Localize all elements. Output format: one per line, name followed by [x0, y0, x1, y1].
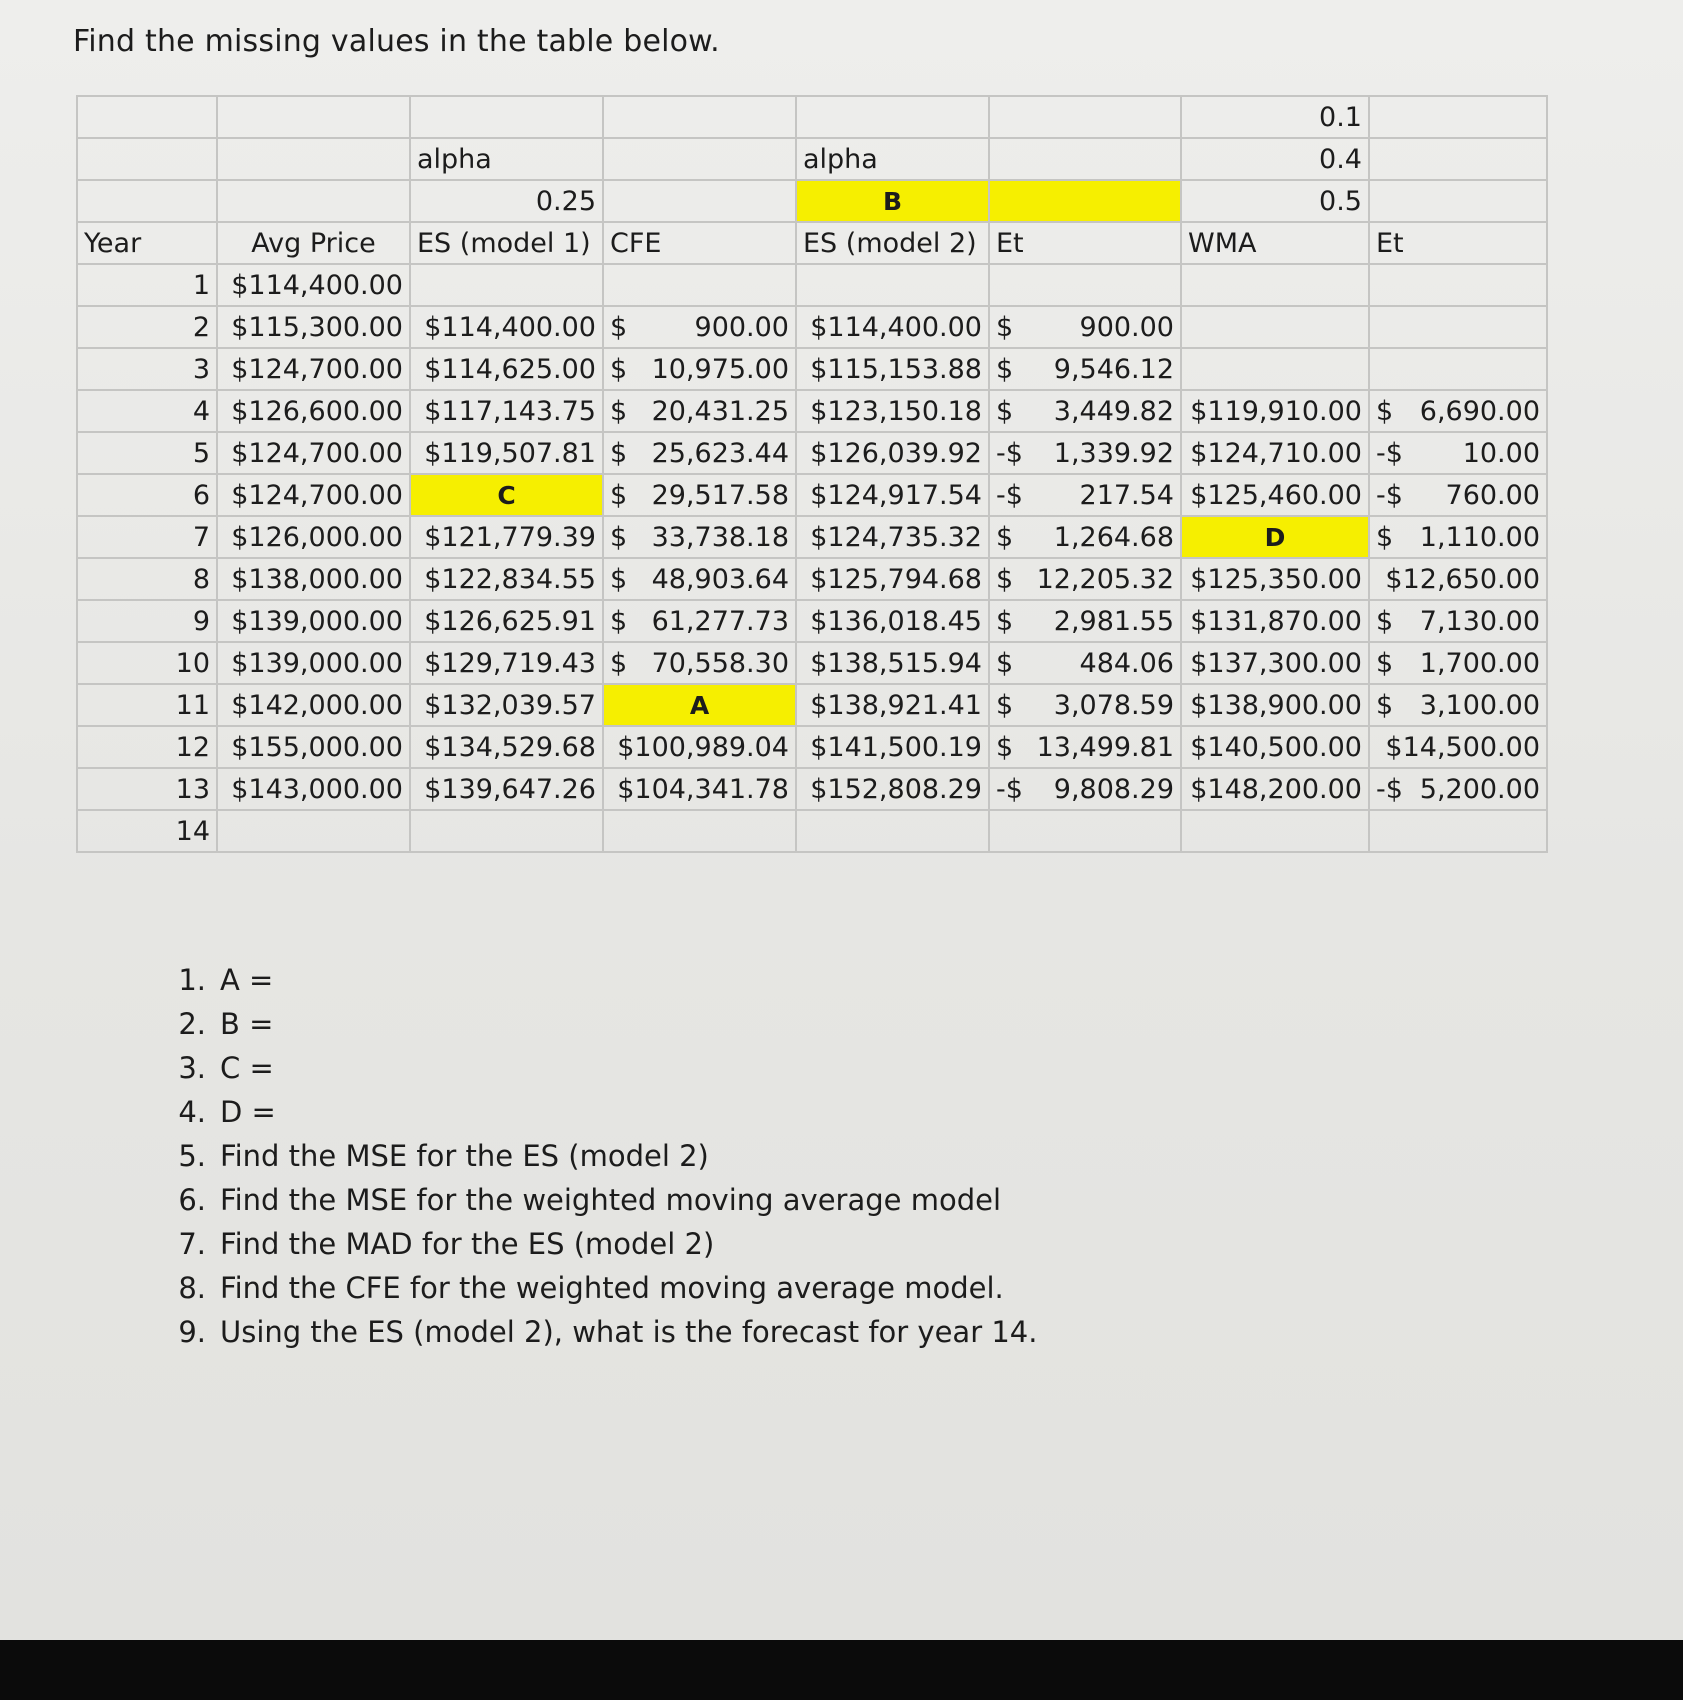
list-item [148, 958, 1037, 1002]
question-number: 3. [178, 1051, 206, 1085]
cfe-cell [603, 390, 796, 432]
cfe-cell-sign: $ [610, 521, 628, 553]
wma-cell: $140,500.00 [1181, 726, 1369, 768]
es-model-2-cell: $114,400.00 [796, 306, 989, 348]
wma-cell: $125,460.00 [1181, 474, 1369, 516]
table-row [77, 600, 1547, 642]
header-et: Et [989, 222, 1181, 264]
es-model-2-cell: $138,921.41 [796, 684, 989, 726]
cfe-cell [603, 642, 796, 684]
avg-price-cell: $143,000.00 [217, 768, 410, 810]
data-rows [77, 264, 1547, 852]
et-cell [989, 348, 1181, 390]
et-cell-amount: 12,205.32 [1036, 563, 1174, 595]
header-et-wma: Et [1369, 222, 1547, 264]
et-cell-sign: -$ [996, 479, 1023, 511]
es-model-1-cell: $134,529.68 [410, 726, 603, 768]
question-number: 2. [178, 1007, 206, 1041]
cfe-cell-sign: $ [610, 353, 628, 385]
et-cell [989, 600, 1181, 642]
cfe-cell [603, 600, 796, 642]
alpha1-label: alpha [410, 138, 603, 180]
et-cell-sign: $ [996, 647, 1014, 679]
wma-et-cell [1369, 684, 1547, 726]
et-cell-amount: 9,546.12 [1053, 353, 1174, 385]
table-row [77, 516, 1547, 558]
et-cell-amount: 900.00 [1079, 311, 1174, 343]
cfe-cell [603, 558, 796, 600]
es-model-1-cell: $114,625.00 [410, 348, 603, 390]
wma-weight-2: 0.4 [1181, 138, 1369, 180]
dark-edge [0, 1640, 1683, 1700]
wma-et-cell-amount: 5,200.00 [1419, 773, 1540, 805]
year-cell: 13 [77, 768, 217, 810]
list-item [148, 1178, 1037, 1222]
wma-et-cell-sign: $ [1376, 647, 1394, 679]
es-model-1-cell: $114,400.00 [410, 306, 603, 348]
wma-et-cell-sign: -$ [1376, 437, 1403, 469]
wma-et-cell-amount: 7,130.00 [1419, 605, 1540, 637]
avg-price-cell: $155,000.00 [217, 726, 410, 768]
wma-cell [1181, 810, 1369, 852]
year-cell: 6 [77, 474, 217, 516]
wma-et-cell [1369, 474, 1547, 516]
wma-et-cell-amount: 760.00 [1445, 479, 1540, 511]
wma-weight-1: 0.1 [1181, 96, 1369, 138]
et-cell-sign: $ [996, 395, 1014, 427]
et-cell-amount: 9,808.29 [1053, 773, 1174, 805]
wma-cell: $148,200.00 [1181, 768, 1369, 810]
avg-price-cell [217, 810, 410, 852]
cfe-cell [603, 726, 796, 768]
cfe-cell-amount: $104,341.78 [617, 773, 789, 805]
table-row [77, 264, 1547, 306]
es-model-2-cell: $126,039.92 [796, 432, 989, 474]
wma-cell: $119,910.00 [1181, 390, 1369, 432]
es-model-2-cell: $125,794.68 [796, 558, 989, 600]
header-row [77, 222, 1547, 264]
table-row [77, 810, 1547, 852]
et-cell-amount: 13,499.81 [1036, 731, 1174, 763]
table-row [77, 558, 1547, 600]
wma-et-cell-amount: 1,110.00 [1419, 521, 1540, 553]
question-number: 5. [178, 1139, 206, 1173]
et-cell-sign: $ [996, 521, 1014, 553]
wma-et-cell-sign: -$ [1376, 479, 1403, 511]
question-text: Find the CFE for the weighted moving average model. [220, 1271, 1004, 1305]
wma-cell [1181, 264, 1369, 306]
wma-et-cell [1369, 726, 1547, 768]
question-text: Find the MSE for the ES (model 2) [220, 1139, 709, 1173]
avg-price-cell: $138,000.00 [217, 558, 410, 600]
year-cell: 3 [77, 348, 217, 390]
wma-et-cell-amount: 6,690.00 [1419, 395, 1540, 427]
cfe-cell [603, 474, 796, 516]
alpha2-highlight-cell [989, 180, 1181, 222]
wma-et-cell-amount: $14,500.00 [1385, 731, 1540, 763]
wma-et-cell [1369, 768, 1547, 810]
wma-et-cell [1369, 600, 1547, 642]
year-cell: 1 [77, 264, 217, 306]
header-cfe: CFE [603, 222, 796, 264]
year-cell: 11 [77, 684, 217, 726]
et-cell [989, 684, 1181, 726]
year-cell: 7 [77, 516, 217, 558]
avg-price-cell: $124,700.00 [217, 348, 410, 390]
wma-et-cell-amount: 3,100.00 [1419, 689, 1540, 721]
wma-et-cell [1369, 642, 1547, 684]
wma-et-cell-sign: -$ [1376, 773, 1403, 805]
cfe-cell-sign: $ [610, 395, 628, 427]
es-model-1-cell: C [410, 474, 603, 516]
es-model-1-cell: $132,039.57 [410, 684, 603, 726]
list-item [148, 1310, 1037, 1354]
avg-price-cell: $139,000.00 [217, 642, 410, 684]
cfe-cell [603, 432, 796, 474]
year-cell: 8 [77, 558, 217, 600]
es-model-2-cell: $136,018.45 [796, 600, 989, 642]
alpha2-label: alpha [796, 138, 989, 180]
cfe-cell [603, 348, 796, 390]
wma-et-cell [1369, 558, 1547, 600]
question-number: 1. [178, 963, 206, 997]
es-model-1-cell: $122,834.55 [410, 558, 603, 600]
weights-row-1 [77, 96, 1547, 138]
table-row [77, 348, 1547, 390]
es-model-2-cell: $124,735.32 [796, 516, 989, 558]
year-cell: 9 [77, 600, 217, 642]
header-avg-price: Avg Price [217, 222, 410, 264]
cfe-cell-amount: 29,517.58 [651, 479, 789, 511]
cfe-cell-amount: 20,431.25 [651, 395, 789, 427]
et-cell [989, 558, 1181, 600]
cfe-cell [603, 264, 796, 306]
avg-price-cell: $139,000.00 [217, 600, 410, 642]
list-item [148, 1222, 1037, 1266]
cfe-cell-sign: $ [610, 437, 628, 469]
year-cell: 4 [77, 390, 217, 432]
es-model-1-cell: $139,647.26 [410, 768, 603, 810]
et-cell-amount: 2,981.55 [1053, 605, 1174, 637]
es-model-1-cell [410, 264, 603, 306]
wma-et-cell-amount: 1,700.00 [1419, 647, 1540, 679]
year-cell: 5 [77, 432, 217, 474]
table-row [77, 642, 1547, 684]
forecast-table [76, 95, 1548, 853]
wma-et-cell [1369, 348, 1547, 390]
wma-et-cell [1369, 432, 1547, 474]
year-cell: 2 [77, 306, 217, 348]
question-text: Using the ES (model 2), what is the forecast for year 14. [220, 1315, 1038, 1349]
et-cell [989, 432, 1181, 474]
wma-cell: $137,300.00 [1181, 642, 1369, 684]
header-year: Year [77, 222, 217, 264]
es-model-2-cell [796, 264, 989, 306]
et-cell-amount: 1,264.68 [1053, 521, 1174, 553]
cfe-cell-sign: $ [610, 647, 628, 679]
et-cell-sign: $ [996, 563, 1014, 595]
instruction-heading: Find the missing values in the table below. [73, 24, 720, 59]
wma-et-cell [1369, 264, 1547, 306]
es-model-2-cell: $115,153.88 [796, 348, 989, 390]
question-text: B = [220, 1007, 274, 1041]
cfe-cell [603, 516, 796, 558]
et-cell-amount: 3,078.59 [1053, 689, 1174, 721]
es-model-2-cell [796, 810, 989, 852]
list-item [148, 1090, 1037, 1134]
avg-price-cell: $126,000.00 [217, 516, 410, 558]
table-row [77, 768, 1547, 810]
wma-cell: $131,870.00 [1181, 600, 1369, 642]
cfe-cell-amount: 900.00 [694, 311, 789, 343]
wma-weight-3: 0.5 [1181, 180, 1369, 222]
avg-price-cell: $142,000.00 [217, 684, 410, 726]
wma-et-cell [1369, 390, 1547, 432]
wma-cell: $124,710.00 [1181, 432, 1369, 474]
cfe-cell-sign: $ [610, 479, 628, 511]
wma-et-cell-sign: $ [1376, 689, 1394, 721]
wma-et-cell-amount: $12,650.00 [1385, 563, 1540, 595]
es-model-2-cell: $123,150.18 [796, 390, 989, 432]
alpha-value-row [77, 180, 1547, 222]
cfe-cell-amount: 70,558.30 [651, 647, 789, 679]
et-cell-sign: $ [996, 605, 1014, 637]
es-model-2-cell: $124,917.54 [796, 474, 989, 516]
wma-cell: $138,900.00 [1181, 684, 1369, 726]
et-cell-amount: 3,449.82 [1053, 395, 1174, 427]
year-cell: 12 [77, 726, 217, 768]
cfe-cell-amount: 25,623.44 [651, 437, 789, 469]
es-model-2-cell: $152,808.29 [796, 768, 989, 810]
question-text: A = [220, 963, 274, 997]
list-item [148, 1266, 1037, 1310]
et-cell [989, 810, 1181, 852]
wma-et-cell [1369, 516, 1547, 558]
cfe-cell [603, 306, 796, 348]
cfe-cell [603, 810, 796, 852]
cfe-cell [603, 768, 796, 810]
et-cell [989, 474, 1181, 516]
cfe-cell: A [603, 684, 796, 726]
avg-price-cell: $115,300.00 [217, 306, 410, 348]
es-model-1-cell: $119,507.81 [410, 432, 603, 474]
cfe-cell-sign: $ [610, 563, 628, 595]
question-text: Find the MAD for the ES (model 2) [220, 1227, 715, 1261]
et-cell-sign: -$ [996, 437, 1023, 469]
cfe-cell-sign: $ [610, 605, 628, 637]
es-model-1-cell: $121,779.39 [410, 516, 603, 558]
table-row [77, 726, 1547, 768]
question-text: D = [220, 1095, 276, 1129]
et-cell-amount: 217.54 [1079, 479, 1174, 511]
table-row [77, 474, 1547, 516]
wma-et-cell-sign: $ [1376, 605, 1394, 637]
et-cell-amount: 484.06 [1079, 647, 1174, 679]
wma-et-cell-sign: $ [1376, 521, 1394, 553]
avg-price-cell: $124,700.00 [217, 432, 410, 474]
es-model-2-cell: $141,500.19 [796, 726, 989, 768]
question-number: 7. [178, 1227, 206, 1261]
list-item [148, 1134, 1037, 1178]
es-model-1-cell: $126,625.91 [410, 600, 603, 642]
header-es-model-1: ES (model 1) [410, 222, 603, 264]
es-model-1-cell [410, 810, 603, 852]
wma-et-cell [1369, 810, 1547, 852]
question-list [148, 958, 1037, 1354]
et-cell-sign: $ [996, 311, 1014, 343]
et-cell-sign: $ [996, 731, 1014, 763]
es-model-1-cell: $117,143.75 [410, 390, 603, 432]
avg-price-cell: $126,600.00 [217, 390, 410, 432]
wma-cell [1181, 348, 1369, 390]
et-cell-sign: -$ [996, 773, 1023, 805]
cfe-cell-amount: 61,277.73 [651, 605, 789, 637]
question-number: 9. [178, 1315, 206, 1349]
wma-cell: $125,350.00 [1181, 558, 1369, 600]
et-cell [989, 306, 1181, 348]
et-cell-amount: 1,339.92 [1053, 437, 1174, 469]
et-cell [989, 264, 1181, 306]
question-number: 4. [178, 1095, 206, 1129]
et-cell [989, 516, 1181, 558]
avg-price-cell: $114,400.00 [217, 264, 410, 306]
et-cell-sign: $ [996, 689, 1014, 721]
header-wma: WMA [1181, 222, 1369, 264]
et-cell [989, 768, 1181, 810]
avg-price-cell: $124,700.00 [217, 474, 410, 516]
alpha1-value: 0.25 [410, 180, 603, 222]
table-row [77, 432, 1547, 474]
question-number: 8. [178, 1271, 206, 1305]
et-cell [989, 390, 1181, 432]
wma-cell: D [1181, 516, 1369, 558]
alpha-label-row [77, 138, 1547, 180]
es-model-1-cell: $129,719.43 [410, 642, 603, 684]
question-text: C = [220, 1051, 274, 1085]
wma-cell [1181, 306, 1369, 348]
year-cell: 10 [77, 642, 217, 684]
list-item [148, 1046, 1037, 1090]
cfe-cell-amount: $100,989.04 [617, 731, 789, 763]
wma-et-cell-sign: $ [1376, 395, 1394, 427]
cfe-cell-amount: 10,975.00 [651, 353, 789, 385]
es-model-2-cell: $138,515.94 [796, 642, 989, 684]
et-cell-sign: $ [996, 353, 1014, 385]
header-es-model-2: ES (model 2) [796, 222, 989, 264]
wma-et-cell-amount: 10.00 [1462, 437, 1540, 469]
wma-et-cell [1369, 306, 1547, 348]
table-row [77, 684, 1547, 726]
cfe-cell-sign: $ [610, 311, 628, 343]
alpha2-missing-b: B [796, 180, 989, 222]
question-number: 6. [178, 1183, 206, 1217]
list-item [148, 1002, 1037, 1046]
cfe-cell-amount: 48,903.64 [651, 563, 789, 595]
cfe-cell-amount: 33,738.18 [651, 521, 789, 553]
table-row [77, 306, 1547, 348]
year-cell: 14 [77, 810, 217, 852]
et-cell [989, 726, 1181, 768]
table-row [77, 390, 1547, 432]
question-text: Find the MSE for the weighted moving average model [220, 1183, 1002, 1217]
et-cell [989, 642, 1181, 684]
